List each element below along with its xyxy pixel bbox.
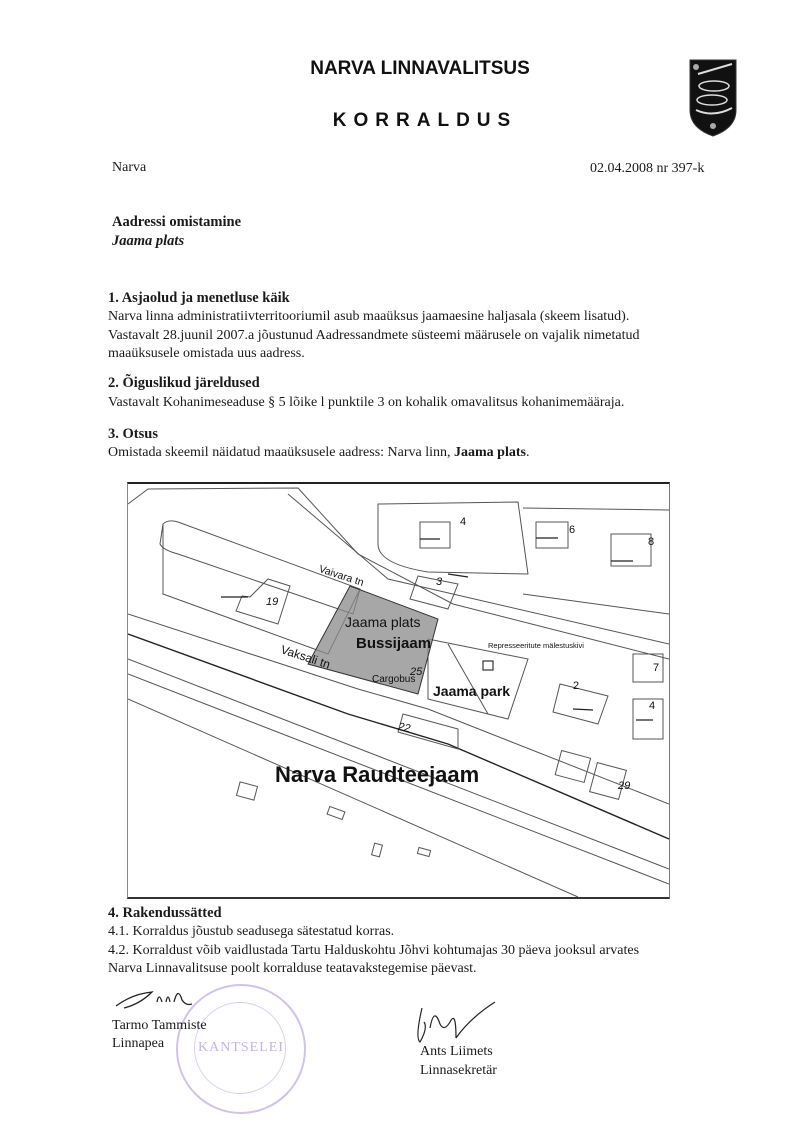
memorial-label: Repressееritute mälestuskivi [488, 641, 584, 650]
subject-title: Aadressi omistamine [112, 214, 242, 230]
section-2-heading: 2. Õiguslikud järeldused [108, 375, 260, 391]
section-3-body [108, 444, 768, 463]
site-map [127, 482, 670, 899]
signatory-2-name: Ants Liimets [420, 1044, 493, 1059]
place: Narva [112, 160, 147, 175]
lot-number: 19 [266, 596, 279, 608]
signatory-2-title: Linnasekretär [420, 1063, 497, 1078]
section-1-line: maaüksusele omistada uus aadress. [108, 346, 305, 361]
memorial-icon [483, 661, 493, 670]
lot-number: 2 [573, 680, 580, 692]
street-label-vaksali: Vaksali tn [279, 642, 333, 672]
section-4-line: Narva Linnavalitsuse poolt korralduse teatavakstegemise päevast. [108, 961, 477, 976]
section-2-body [108, 394, 768, 413]
section-3-heading: 3. Otsus [108, 426, 158, 442]
section-4-heading: 4. Rakendussätted [108, 905, 222, 921]
decision-text: Omistada skeemil näidatud maaüksusele aadress: Narva linn, [108, 445, 455, 460]
signatory-1-name: Tarmo Tammiste [112, 1018, 207, 1033]
cargobus-label: Cargobus [372, 674, 416, 685]
section-1-heading: 1. Asjaolud ja menetluse käik [108, 290, 290, 306]
parcel-label-jaama-plats: Jaama plats [345, 614, 421, 630]
railway-station-label: Narva Raudteejaam [275, 762, 480, 787]
decision-address: Jaama plats [454, 445, 526, 460]
subject-name: Jaama plats [112, 233, 185, 249]
section-1-line: Vastavalt 28.juunil 2007.a jõustunud Aadressandmete süsteemi määrusele on vajalik nimetatud [108, 327, 640, 343]
map-drawing [128, 484, 669, 897]
section-2-line: Vastavalt Kohanimeseaduse § 5 lõike l punktile 3 on kohalik omavalitsus kohanimemääraja. [108, 395, 625, 410]
decision-period: . [525, 445, 530, 460]
lot-number: 6 [569, 524, 576, 536]
document-type: KORRALDUS [332, 110, 518, 131]
lot-number: 29 [618, 780, 631, 792]
signature-mayor-icon [112, 982, 202, 1017]
signatory-1-title: Linnapea [112, 1036, 165, 1051]
park-label: Jaama park [433, 683, 511, 699]
bus-station-label: Bussijaam [356, 635, 432, 652]
organization-title: NARVA LINNAVALITSUS [310, 58, 530, 79]
lot-number: 25 [410, 666, 423, 678]
lot-number: 7 [653, 662, 660, 674]
lot-number: 4 [649, 700, 656, 712]
lot-number: 3 [436, 576, 443, 588]
stamp-center-text: KANTSELEI [198, 1040, 284, 1055]
lot-number: 22 [396, 720, 412, 736]
section-4-line: 4.1. Korraldus jõustub seadusega sätestatud korras. [108, 924, 395, 939]
coat-of-arms-icon [688, 58, 738, 138]
section-4-body [108, 923, 768, 979]
section-1-body [108, 308, 768, 364]
date-and-number: 02.04.2008 nr 397-k [590, 161, 705, 176]
lot-number: 4 [460, 516, 467, 528]
street-label-vaivara: Vaivara tn [317, 563, 366, 589]
section-4-line: 4.2. Korraldust võib vaidlustada Tartu Halduskohtu Jõhvi kohtumajas 30 päeva jooksul arvates [108, 942, 640, 958]
section-1-line: Narva linna administratiivterritooriumil asub maaüksus jaamaesine haljasala (skeem lisatud). [108, 309, 630, 324]
lot-number: 8 [648, 536, 655, 548]
